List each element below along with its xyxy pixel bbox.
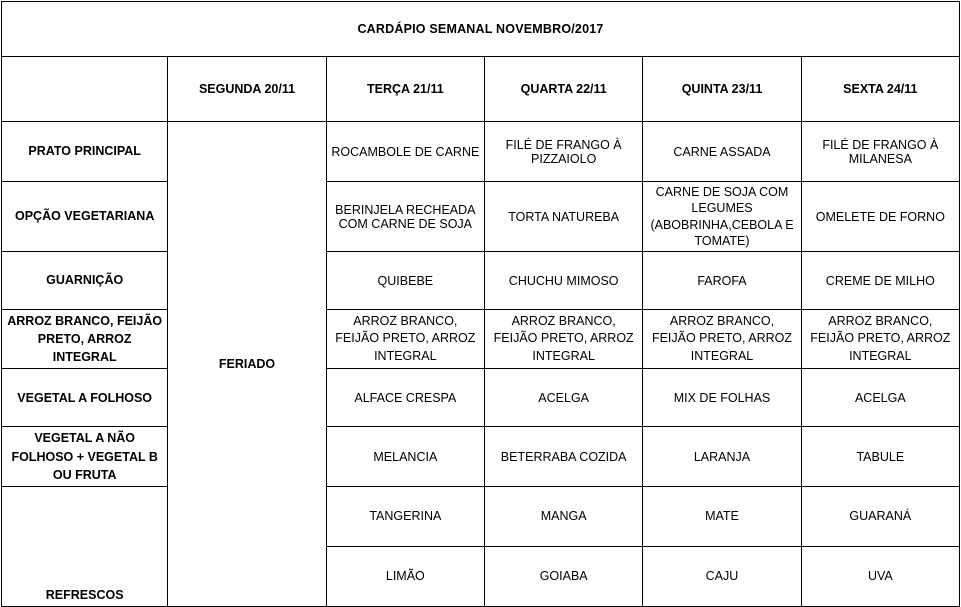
cell-arroz-feijao-sexta: ARROZ BRANCO, FEIJÃO PRETO, ARROZ INTEGRAL [801, 310, 959, 369]
cell-prato-principal-terca: ROCAMBOLE DE CARNE [326, 122, 484, 182]
table-row-header [2, 57, 960, 122]
row-label-arroz-feijao: ARROZ BRANCO, FEIJÃO PRETO, ARROZ INTEGRAL [2, 310, 168, 369]
table-row [2, 427, 960, 486]
weekly-menu-table [1, 1, 960, 607]
column-header-thursday: QUINTA 23/11 [643, 57, 801, 122]
cell-vegetal-folhoso-terca: ALFACE CRESPA [326, 369, 484, 427]
cell-vegetal-folhoso-quarta: ACELGA [485, 369, 643, 427]
cell-refresco1-sexta: GUARANÁ [801, 486, 959, 546]
column-header-friday: SEXTA 24/11 [801, 57, 959, 122]
table-row [2, 182, 960, 252]
column-header-wednesday: QUARTA 22/11 [485, 57, 643, 122]
column-header-monday: SEGUNDA 20/11 [168, 57, 326, 122]
cell-arroz-feijao-quinta: ARROZ BRANCO, FEIJÃO PRETO, ARROZ INTEGRAL [643, 310, 801, 369]
cell-opcao-vegetariana-sexta: OMELETE DE FORNO [801, 182, 959, 252]
row-label-prato-principal: PRATO PRINCIPAL [2, 122, 168, 182]
cell-vegetal-nao-folhoso-quarta: BETERRABA COZIDA [485, 427, 643, 486]
row-label-opcao-vegetariana: OPÇÃO VEGETARIANA [2, 182, 168, 252]
page-title: CARDÁPIO SEMANAL NOVEMBRO/2017 [2, 2, 960, 57]
table-row [2, 122, 960, 182]
cell-vegetal-nao-folhoso-terca: MELANCIA [326, 427, 484, 486]
cell-vegetal-folhoso-sexta: ACELGA [801, 369, 959, 427]
cell-refresco2-quinta: CAJU [643, 546, 801, 606]
cell-prato-principal-quarta: FILÉ DE FRANGO À PIZZAIOLO [485, 122, 643, 182]
column-header-blank [2, 57, 168, 122]
cell-opcao-vegetariana-quinta: CARNE DE SOJA COM LEGUMES (ABOBRINHA,CEBOLA E TOMATE) [643, 182, 801, 252]
table-row [2, 369, 960, 427]
cell-arroz-feijao-quarta: ARROZ BRANCO, FEIJÃO PRETO, ARROZ INTEGRAL [485, 310, 643, 369]
cell-refresco2-sexta: UVA [801, 546, 959, 606]
column-header-tuesday: TERÇA 21/11 [326, 57, 484, 122]
holiday-cell: FERIADO [168, 122, 326, 607]
table-row [2, 486, 960, 546]
cell-vegetal-folhoso-quinta: MIX DE FOLHAS [643, 369, 801, 427]
cell-refresco1-quarta: MANGA [485, 486, 643, 546]
cell-guarnicao-terca: QUIBEBE [326, 252, 484, 310]
cell-arroz-feijao-terca: ARROZ BRANCO, FEIJÃO PRETO, ARROZ INTEGRAL [326, 310, 484, 369]
table-row [2, 252, 960, 310]
cell-vegetal-nao-folhoso-sexta: TABULE [801, 427, 959, 486]
table-row [2, 310, 960, 369]
cell-vegetal-nao-folhoso-quinta: LARANJA [643, 427, 801, 486]
cell-refresco2-terca: LIMÃO [326, 546, 484, 606]
row-label-guarnicao: GUARNIÇÃO [2, 252, 168, 310]
cell-opcao-vegetariana-quarta: TORTA NATUREBA [485, 182, 643, 252]
row-label-refrescos: REFRESCOS [2, 486, 168, 606]
cell-opcao-vegetariana-terca: BERINJELA RECHEADA COM CARNE DE SOJA [326, 182, 484, 252]
cell-guarnicao-quarta: CHUCHU MIMOSO [485, 252, 643, 310]
row-label-vegetal-nao-folhoso: VEGETAL A NÃO FOLHOSO + VEGETAL B OU FRUTA [2, 427, 168, 486]
row-label-vegetal-a-folhoso: VEGETAL A FOLHOSO [2, 369, 168, 427]
cell-refresco1-terca: TANGERINA [326, 486, 484, 546]
cell-refresco1-quinta: MATE [643, 486, 801, 546]
table-row-title [2, 2, 960, 57]
cell-guarnicao-quinta: FAROFA [643, 252, 801, 310]
cell-prato-principal-sexta: FILÉ DE FRANGO À MILANESA [801, 122, 959, 182]
cell-refresco2-quarta: GOIABA [485, 546, 643, 606]
cell-guarnicao-sexta: CREME DE MILHO [801, 252, 959, 310]
cell-prato-principal-quinta: CARNE ASSADA [643, 122, 801, 182]
